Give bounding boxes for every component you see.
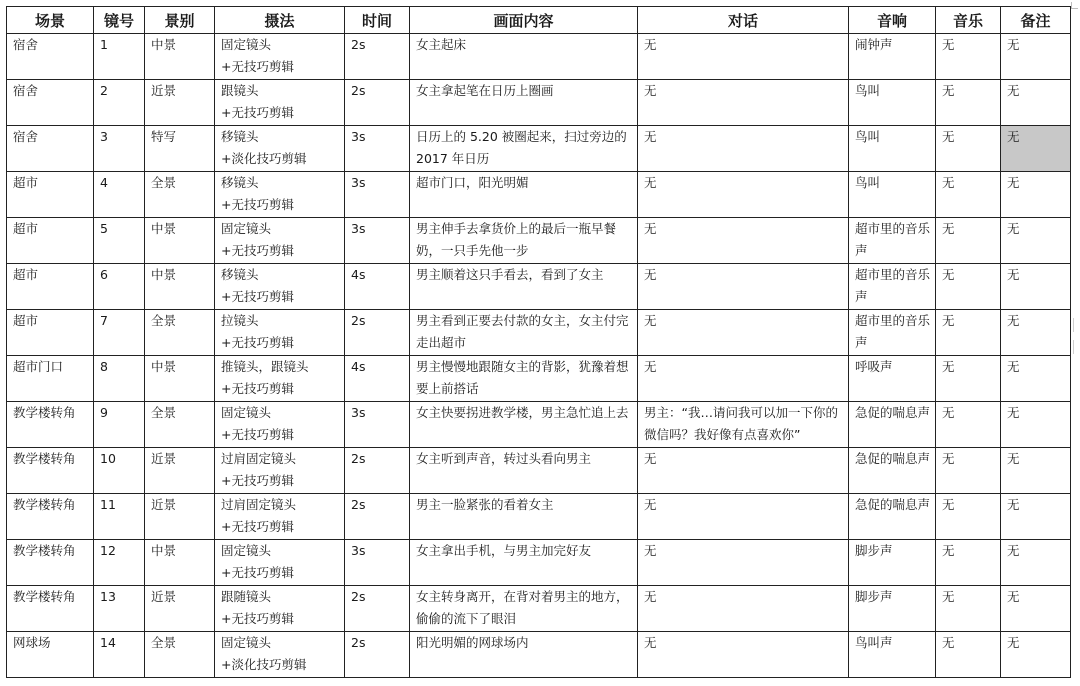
cell-dialogue: 无	[638, 540, 849, 586]
cell-note: 无	[1001, 126, 1071, 172]
cell-method	[215, 218, 345, 264]
cell-time: 2s	[345, 34, 410, 80]
cell-shot: 13	[94, 586, 145, 632]
cell-dialogue: 无	[638, 34, 849, 80]
cell-note: 无	[1001, 402, 1071, 448]
cell-content: 女主转身离开，在背对着男主的地方，偷偷的流下了眼泪	[410, 586, 638, 632]
method-line: +无技巧剪辑	[221, 519, 294, 534]
cell-method	[215, 356, 345, 402]
cell-size: 全景	[145, 172, 215, 218]
method-line: +无技巧剪辑	[221, 197, 294, 212]
cell-method	[215, 540, 345, 586]
table-row	[7, 172, 1071, 218]
cell-scene: 宿舍	[7, 80, 94, 126]
column-header-scene: 场景	[7, 7, 94, 34]
cell-sound: 超市里的音乐声	[849, 310, 936, 356]
cell-music: 无	[936, 172, 1001, 218]
cell-size: 全景	[145, 632, 215, 678]
cell-content: 女主拿出手机，与男主加完好友	[410, 540, 638, 586]
method-line: 跟随镜头	[221, 589, 272, 604]
cell-dialogue: 无	[638, 126, 849, 172]
cell-size: 特写	[145, 126, 215, 172]
cell-shot: 12	[94, 540, 145, 586]
cell-scene: 网球场	[7, 632, 94, 678]
cell-dialogue: 无	[638, 218, 849, 264]
document-page	[6, 6, 1070, 678]
cell-sound: 急促的喘息声	[849, 494, 936, 540]
header-row	[7, 7, 1071, 34]
cell-content: 女主听到声音，转过头看向男主	[410, 448, 638, 494]
column-header-shot: 镜号	[94, 7, 145, 34]
cell-note: 无	[1001, 310, 1071, 356]
cell-scene: 超市	[7, 172, 94, 218]
cell-scene: 教学楼转角	[7, 586, 94, 632]
cell-shot: 3	[94, 126, 145, 172]
cell-dialogue: 无	[638, 264, 849, 310]
page-corner-mark	[1071, 2, 1078, 9]
cell-note: 无	[1001, 586, 1071, 632]
cell-time: 3s	[345, 126, 410, 172]
cell-size: 中景	[145, 264, 215, 310]
cell-content: 女主快要拐进教学楼，男主急忙追上去	[410, 402, 638, 448]
cell-music: 无	[936, 126, 1001, 172]
cell-method	[215, 80, 345, 126]
cell-time: 2s	[345, 632, 410, 678]
method-line: 移镜头	[221, 267, 259, 282]
column-header-dialogue: 对话	[638, 7, 849, 34]
method-line: +无技巧剪辑	[221, 427, 294, 442]
cell-scene: 教学楼转角	[7, 448, 94, 494]
column-header-method: 摄法	[215, 7, 345, 34]
cell-method	[215, 632, 345, 678]
method-line: 固定镜头	[221, 635, 272, 650]
cell-size: 近景	[145, 80, 215, 126]
cell-sound: 鸟叫	[849, 172, 936, 218]
cell-shot: 5	[94, 218, 145, 264]
cell-method	[215, 264, 345, 310]
table-row	[7, 80, 1071, 126]
column-header-music: 音乐	[936, 7, 1001, 34]
cell-content: 超市门口，阳光明媚	[410, 172, 638, 218]
method-line: 固定镜头	[221, 405, 272, 420]
cell-sound: 脚步声	[849, 540, 936, 586]
method-line: +淡化技巧剪辑	[221, 657, 307, 672]
cell-dialogue: 无	[638, 356, 849, 402]
cell-scene: 宿舍	[7, 126, 94, 172]
cell-dialogue: 无	[638, 310, 849, 356]
cell-dialogue: 无	[638, 586, 849, 632]
page-edge-mark	[1073, 340, 1078, 354]
method-line: +无技巧剪辑	[221, 565, 294, 580]
cell-shot: 2	[94, 80, 145, 126]
table-row	[7, 34, 1071, 80]
cell-time: 3s	[345, 402, 410, 448]
cell-method	[215, 126, 345, 172]
cell-method	[215, 310, 345, 356]
method-line: 过肩固定镜头	[221, 451, 297, 466]
cell-note: 无	[1001, 448, 1071, 494]
cell-time: 3s	[345, 540, 410, 586]
cell-time: 2s	[345, 586, 410, 632]
cell-sound: 急促的喘息声	[849, 448, 936, 494]
cell-music: 无	[936, 448, 1001, 494]
method-line: +无技巧剪辑	[221, 289, 294, 304]
cell-time: 3s	[345, 218, 410, 264]
cell-sound: 急促的喘息声	[849, 402, 936, 448]
cell-content: 男主顺着这只手看去，看到了女主	[410, 264, 638, 310]
cell-method	[215, 448, 345, 494]
cell-size: 近景	[145, 586, 215, 632]
cell-time: 4s	[345, 356, 410, 402]
method-line: 固定镜头	[221, 37, 272, 52]
method-line: +无技巧剪辑	[221, 473, 294, 488]
table-row	[7, 586, 1071, 632]
cell-size: 全景	[145, 402, 215, 448]
cell-music: 无	[936, 34, 1001, 80]
cell-music: 无	[936, 632, 1001, 678]
method-line: +无技巧剪辑	[221, 381, 294, 396]
cell-content: 日历上的 5.20 被圈起来，扫过旁边的 2017 年日历	[410, 126, 638, 172]
cell-size: 中景	[145, 34, 215, 80]
method-line: +无技巧剪辑	[221, 335, 294, 350]
cell-dialogue: 无	[638, 172, 849, 218]
cell-scene: 教学楼转角	[7, 494, 94, 540]
table-row	[7, 310, 1071, 356]
cell-content: 女主起床	[410, 34, 638, 80]
cell-content: 男主伸手去拿货价上的最后一瓶早餐奶，一只手先他一步	[410, 218, 638, 264]
cell-shot: 7	[94, 310, 145, 356]
cell-sound: 呼吸声	[849, 356, 936, 402]
cell-note: 无	[1001, 34, 1071, 80]
cell-time: 2s	[345, 310, 410, 356]
column-header-note: 备注	[1001, 7, 1071, 34]
cell-dialogue: 无	[638, 632, 849, 678]
cell-scene: 教学楼转角	[7, 540, 94, 586]
cell-sound: 鸟叫	[849, 80, 936, 126]
cell-shot: 6	[94, 264, 145, 310]
cell-music: 无	[936, 264, 1001, 310]
cell-time: 2s	[345, 494, 410, 540]
cell-content: 男主看到正要去付款的女主，女主付完走出超市	[410, 310, 638, 356]
cell-shot: 14	[94, 632, 145, 678]
cell-note: 无	[1001, 356, 1071, 402]
cell-sound: 脚步声	[849, 586, 936, 632]
cell-content: 女主拿起笔在日历上圈画	[410, 80, 638, 126]
cell-music: 无	[936, 310, 1001, 356]
cell-scene: 超市	[7, 310, 94, 356]
column-header-content: 画面内容	[410, 7, 638, 34]
table-row	[7, 356, 1071, 402]
cell-size: 中景	[145, 356, 215, 402]
cell-content: 男主一脸紧张的看着女主	[410, 494, 638, 540]
cell-music: 无	[936, 402, 1001, 448]
method-line: 拉镜头	[221, 313, 259, 328]
cell-shot: 1	[94, 34, 145, 80]
method-line: 移镜头	[221, 175, 259, 190]
method-line: 移镜头	[221, 129, 259, 144]
cell-method	[215, 494, 345, 540]
cell-note: 无	[1001, 172, 1071, 218]
cell-dialogue: 无	[638, 448, 849, 494]
table-body	[7, 34, 1071, 678]
cell-sound: 超市里的音乐声	[849, 264, 936, 310]
cell-scene: 超市	[7, 218, 94, 264]
cell-sound: 闹钟声	[849, 34, 936, 80]
cell-time: 2s	[345, 80, 410, 126]
cell-note: 无	[1001, 494, 1071, 540]
cell-note: 无	[1001, 264, 1071, 310]
method-line: +无技巧剪辑	[221, 611, 294, 626]
cell-size: 全景	[145, 310, 215, 356]
cell-music: 无	[936, 218, 1001, 264]
cell-size: 近景	[145, 448, 215, 494]
cell-shot: 11	[94, 494, 145, 540]
cell-method	[215, 586, 345, 632]
table-row	[7, 218, 1071, 264]
method-line: 固定镜头	[221, 221, 272, 236]
cell-time: 3s	[345, 172, 410, 218]
method-line: 跟镜头	[221, 83, 259, 98]
method-line: 过肩固定镜头	[221, 497, 297, 512]
method-line: 固定镜头	[221, 543, 272, 558]
cell-sound: 超市里的音乐声	[849, 218, 936, 264]
cell-sound: 鸟叫	[849, 126, 936, 172]
table-row	[7, 126, 1071, 172]
column-header-size: 景别	[145, 7, 215, 34]
cell-sound: 鸟叫声	[849, 632, 936, 678]
table-row	[7, 494, 1071, 540]
cell-scene: 宿舍	[7, 34, 94, 80]
cell-time: 4s	[345, 264, 410, 310]
cell-scene: 教学楼转角	[7, 402, 94, 448]
table-row	[7, 448, 1071, 494]
cell-method	[215, 402, 345, 448]
cell-shot: 9	[94, 402, 145, 448]
table-row	[7, 540, 1071, 586]
method-line: 推镜头，跟镜头	[221, 359, 309, 374]
cell-shot: 8	[94, 356, 145, 402]
cell-size: 中景	[145, 540, 215, 586]
cell-size: 近景	[145, 494, 215, 540]
cell-dialogue: 无	[638, 494, 849, 540]
cell-method	[215, 172, 345, 218]
cell-music: 无	[936, 80, 1001, 126]
table-row	[7, 402, 1071, 448]
cell-dialogue: 无	[638, 80, 849, 126]
cell-method	[215, 34, 345, 80]
cell-content: 男主慢慢地跟随女主的背影，犹豫着想要上前搭话	[410, 356, 638, 402]
cell-note: 无	[1001, 540, 1071, 586]
method-line: +无技巧剪辑	[221, 59, 294, 74]
column-header-sound: 音响	[849, 7, 936, 34]
cell-music: 无	[936, 586, 1001, 632]
cell-music: 无	[936, 540, 1001, 586]
method-line: +淡化技巧剪辑	[221, 151, 307, 166]
cell-shot: 10	[94, 448, 145, 494]
method-line: +无技巧剪辑	[221, 105, 294, 120]
cell-dialogue: 男主：“我…请问我可以加一下你的微信吗？我好像有点喜欢你”	[638, 402, 849, 448]
cell-size: 中景	[145, 218, 215, 264]
cell-note: 无	[1001, 218, 1071, 264]
cell-music: 无	[936, 356, 1001, 402]
cell-content: 阳光明媚的网球场内	[410, 632, 638, 678]
cell-note: 无	[1001, 80, 1071, 126]
storyboard-table	[6, 6, 1071, 678]
table-row	[7, 264, 1071, 310]
cell-shot: 4	[94, 172, 145, 218]
page-edge-mark	[1073, 318, 1078, 332]
cell-note: 无	[1001, 632, 1071, 678]
table-row	[7, 632, 1071, 678]
cell-time: 2s	[345, 448, 410, 494]
method-line: +无技巧剪辑	[221, 243, 294, 258]
cell-scene: 超市	[7, 264, 94, 310]
cell-music: 无	[936, 494, 1001, 540]
cell-scene: 超市门口	[7, 356, 94, 402]
column-header-time: 时间	[345, 7, 410, 34]
